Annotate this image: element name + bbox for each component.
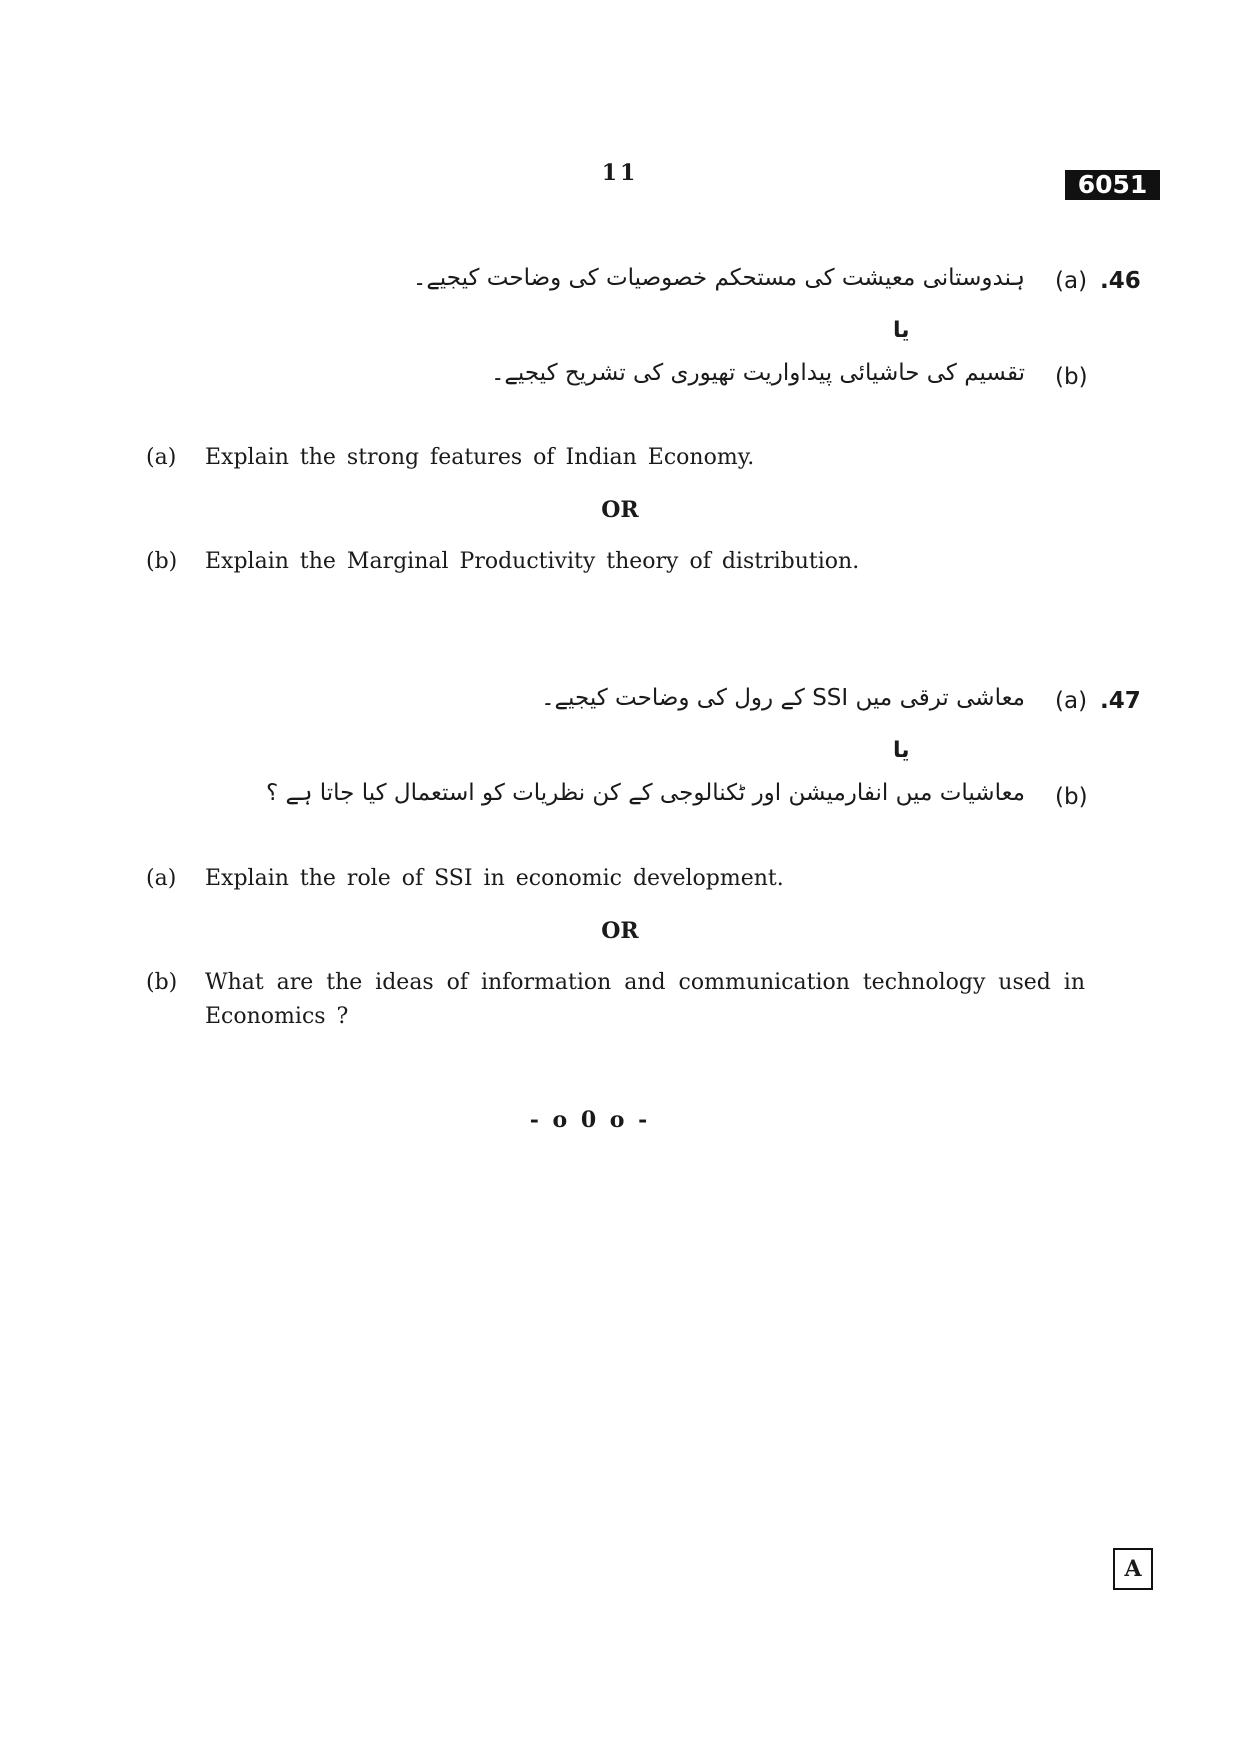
urdu-question-46a: ہندوستانی معیشت کی مستحکم خصوصیات کی وضاحت کیجیے۔ (412, 265, 1025, 291)
question-46a-text: Explain the strong features of Indian Economy. (205, 445, 755, 470)
question-number-46: .46 (1100, 268, 1141, 294)
option-letter-a: (a) (146, 445, 177, 470)
urdu-question-47a: معاشی ترقی میں SSI کے رول کی وضاحت کیجیے۔ (541, 685, 1025, 711)
option-letter-b: (b) (146, 970, 178, 995)
urdu-or: یا (893, 318, 910, 343)
urdu-or: یا (893, 738, 910, 763)
option-letter-a: (a) (146, 866, 177, 891)
question-47a-text: Explain the role of SSI in economic development. (205, 866, 784, 891)
urdu-option-letter-a: (a) (1055, 268, 1088, 294)
end-of-paper-mark: - o 0 o - (529, 1107, 651, 1133)
page-number: 11 (601, 160, 639, 186)
question-number-47: .47 (1100, 688, 1141, 714)
urdu-question-46b: تقسیم کی حاشیائی پیداواریت تھیوری کی تشریح کیجیے۔ (490, 360, 1025, 386)
question-46b-text: Explain the Marginal Productivity theory of distribution. (205, 549, 860, 574)
or-separator: OR (601, 497, 639, 523)
series-letter-box: A (1113, 1548, 1153, 1590)
question-47b-text-line1: What are the ideas of information and communication technology used in (205, 970, 1085, 995)
or-separator: OR (601, 918, 639, 944)
urdu-question-47b: معاشیات میں انفارمیشن اور ٹکنالوجی کے کن نظریات کو استعمال کیا جاتا ہے ؟ (265, 780, 1025, 806)
urdu-option-letter-a: (a) (1055, 688, 1088, 714)
option-letter-b: (b) (146, 549, 178, 574)
urdu-option-letter-b: (b) (1055, 364, 1088, 390)
question-47b-text-line2: Economics ? (205, 1004, 349, 1029)
paper-code-badge: 6051 (1065, 170, 1160, 200)
urdu-option-letter-b: (b) (1055, 784, 1088, 810)
